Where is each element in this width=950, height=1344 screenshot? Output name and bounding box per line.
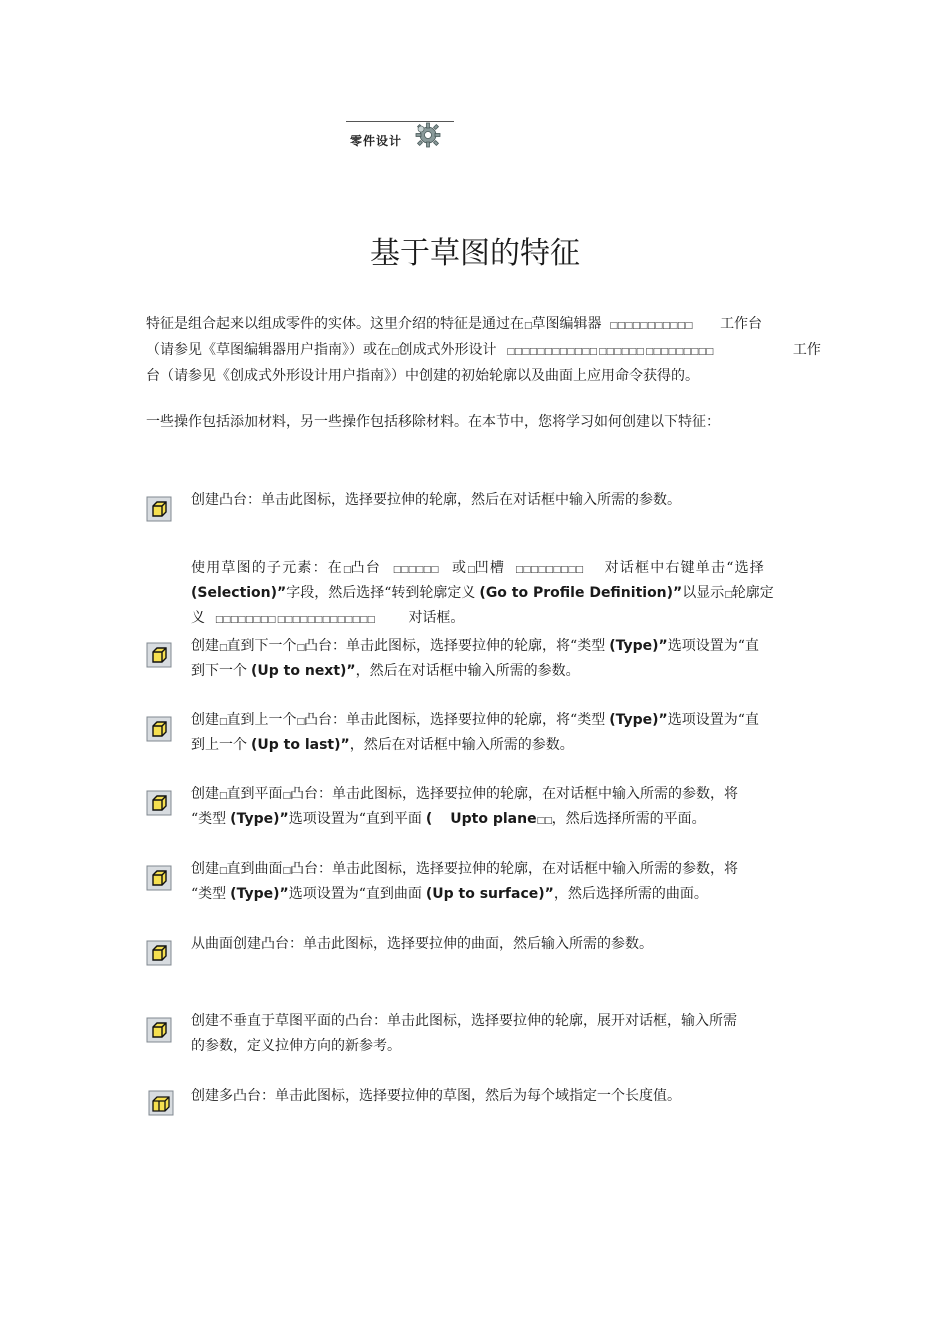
profile-definition-link[interactable]: 轮廓定 [731,585,774,601]
feature-pad [146,488,810,528]
sketcher-link[interactable]: 草图编辑器 [531,316,602,332]
page-title: 基于草图的特征 [370,236,580,271]
intro-line4: 一些操作包括添加材料，另一些操作包括移除材料。在本节中，您将学习如何创建以下特征： [146,414,720,430]
gear-icon [412,120,442,150]
feature-pad-up-to-next: 创建□直到下一个□凸台：单击此图标，选择要拉伸的轮廓，将“类型 (Type)”选项设置为“直 到下一个 (Up to next)”，然后在对话框中输入所需的参数。 [146,634,810,684]
item-text: 创建多凸台：单击此图标，选择要拉伸的草图，然后为每个域指定一个长度值。 [191,1088,681,1104]
pad-icon[interactable] [146,865,172,891]
pad-icon[interactable] [146,1017,172,1043]
gsd-link[interactable]: 创成式外形设计 [398,342,497,358]
pad-icon[interactable] [146,940,172,966]
item-text: 从曲面创建凸台：单击此图标，选择要拉伸的曲面，然后输入所需的参数。 [191,936,653,952]
feature-pad-from-surface [146,932,810,972]
pad-icon[interactable] [146,496,172,522]
feature-pad-up-to-plane: 创建□直到平面□凸台：单击此图标，选择要拉伸的轮廓，在对话框中输入所需的参数，将 “类型 (Type)”选项设置为“直到平面 ( Upto plane□□，然后选择所需的平面。 [146,782,810,832]
pad-icon[interactable] [146,716,172,742]
pad-icon[interactable] [146,642,172,668]
feature-pad-up-to-surface: 创建□直到曲面□凸台：单击此图标，选择要拉伸的轮廓，在对话框中输入所需的参数，将 “类型 (Type)”选项设置为“直到曲面 (Up to surface)”，然后选择所需的曲面。 [146,857,810,907]
pad-dialog-link[interactable]: 凸台 [350,560,381,576]
item-text: 创建凸台：单击此图标，选择要拉伸的轮廓，然后在对话框中输入所需的参数。 [191,492,681,508]
feature-pad-not-normal [146,1009,810,1059]
pad-icon[interactable] [146,790,172,816]
pocket-dialog-link[interactable]: 凹槽 [474,560,506,576]
feature-sub-elements: 使用草图的子元素：在□凸台 □□□□□□ 或□凹槽 □□□□□□□□□ 对话框中右键单击“选择 (Selection)”字段，然后选择“转到轮廓定义 (Go to Profile Definition)”以显示□轮廓定 义 □□□□□□□□ □□□□□□□□□□□□□ 对话框。 [191,560,774,626]
intro-workbench2: 工作 [792,342,821,358]
intro-paragraph: 特征是组合起来以组成零件的实体。这里介绍的特征是通过在□草图编辑器 □□□□□□□□□□□ 工作台 （请参见《草图编辑器用户指南》）或在□创成式外形设计 □□□□□□□□□□□□ □□□□□□ □□□□□□□□□ 工作 台（请参见《创成式外形设计用户指南》）中创建的初始轮廓以及曲面上应用命令获得的。 [146,312,806,388]
multi-pad-icon[interactable] [148,1090,174,1116]
intro-line2: （请参见《草图编辑器用户指南》）或在 [146,342,391,358]
item-text-line1: 创建不垂直于草图平面的凸台：单击此图标，选择要拉伸的轮廓，展开对话框，输入所需 [191,1013,737,1029]
header-logo-text: 零件设计 [350,134,403,148]
item-text-line2: 的参数，定义拉伸方向的新参考。 [191,1038,401,1054]
intro-line1: 特征是组合起来以组成零件的实体。这里介绍的特征是通过在 [146,316,524,332]
feature-multi-pad [146,1084,810,1124]
feature-pad-up-to-last: 创建□直到上一个□凸台：单击此图标，选择要拉伸的轮廓，将“类型 (Type)”选项设置为“直 到上一个 (Up to last)”，然后在对话框中输入所需的参数。 [146,708,810,758]
intro-line3: 台（请参见《创成式外形设计用户指南》）中创建的初始轮廓以及曲面上应用命令获得的。 [146,368,699,384]
intro-workbench1: 工作台 [720,316,763,332]
